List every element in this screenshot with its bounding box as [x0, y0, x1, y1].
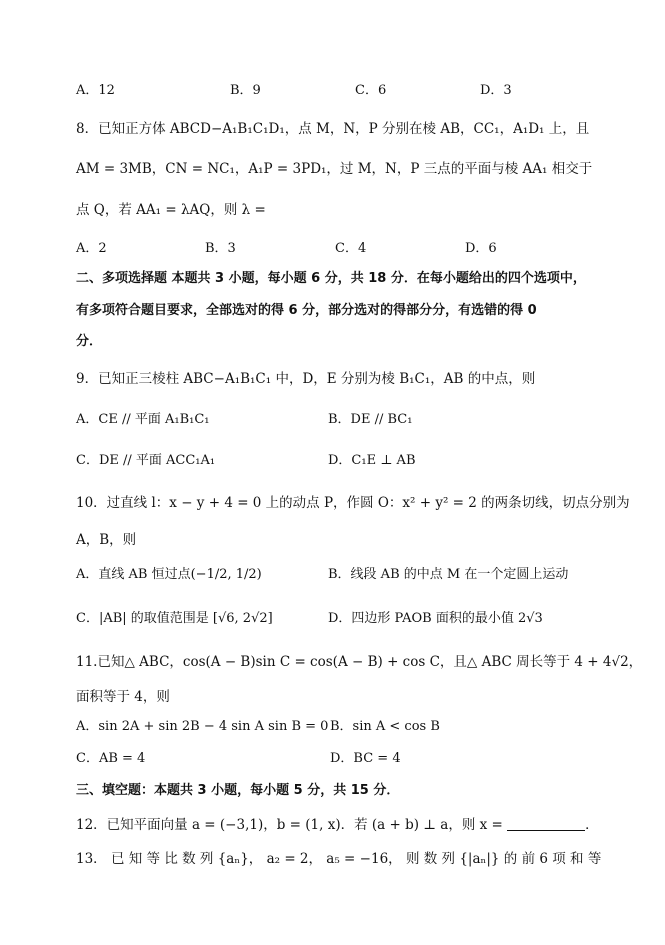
- section2-instructions-line2: 有多项符合题目要求，全部选对的得 6 分，部分选对的得部分分，有选错的得 0: [76, 303, 537, 318]
- q11-option-b[interactable]: B．sin A < cos B: [330, 719, 440, 734]
- q12-stem: [76, 816, 599, 834]
- q8-stem-line3: 点 Q，若 AA₁ = λAQ，则 λ =: [76, 202, 266, 218]
- q9-option-c[interactable]: C．DE // 平面 ACC₁A₁: [76, 453, 216, 468]
- q8-stem-line2: AM = 3MB，CN = NC₁，A₁P = 3PD₁，过 M，N，P 三点的平面与棱 AA₁ 相交于: [76, 161, 593, 177]
- q11-option-a[interactable]: A．sin 2A + sin 2B − 4 sin A sin B = 0: [76, 719, 329, 734]
- q8-option-c[interactable]: C．4: [335, 241, 367, 256]
- q9-stem: 9．已知正三棱柱 ABC−A₁B₁C₁ 中，D，E 分别为棱 B₁C₁，AB 的中点，则: [76, 371, 536, 387]
- q13-stem-line1: 13． 已 知 等 比 数 列 {aₙ}， a₂ = 2， a₅ = −16， 则 数 列 {|aₙ|} 的 前 6 项 和 等: [76, 851, 602, 867]
- q9-option-d[interactable]: D．C₁E ⊥ AB: [328, 453, 416, 468]
- q10-option-c[interactable]: C．|AB| 的取值范围是 [√6, 2√2]: [76, 611, 273, 626]
- q7-option-d[interactable]: D．3: [480, 83, 512, 98]
- q12-answer-blank[interactable]: [507, 818, 585, 831]
- q8-option-b[interactable]: B．3: [205, 241, 236, 256]
- q11-option-c[interactable]: C．AB = 4: [76, 751, 146, 766]
- section2-instructions-line3: 分．: [76, 334, 103, 349]
- q8-option-d[interactable]: D．6: [465, 241, 497, 256]
- q7-option-b[interactable]: B．9: [230, 83, 261, 98]
- q8-stem-line1: 8．已知正方体 ABCD−A₁B₁C₁D₁，点 M，N，P 分别在棱 AB，CC₁，A₁D₁ 上，且: [76, 121, 590, 137]
- q11-stem-line1: 11.已知△ ABC，cos(A − B)sin C = cos(A − B) + cos C，且△ ABC 周长等于 4 + 4√2，: [76, 654, 643, 670]
- q12-stem-text: 12．已知平面向量 a = (−3,1)，b = (1, x)．若 (a + b) ⊥ a，则 x =: [76, 817, 503, 833]
- q10-option-d[interactable]: D．四边形 PAOB 面积的最小值 2√3: [328, 611, 543, 626]
- q8-option-a[interactable]: A．2: [76, 241, 107, 256]
- q10-option-a-text: A．直线 AB 恒过点: [76, 567, 191, 582]
- q10-stem-line1: 10．过直线 l：x − y + 4 = 0 上的动点 P，作圆 O：x² + y² = 2 的两条切线，切点分别为: [76, 495, 630, 511]
- q10-option-b[interactable]: B．线段 AB 的中点 M 在一个定圆上运动: [328, 567, 569, 582]
- q11-stem-line2: 面积等于 4，则: [76, 689, 170, 705]
- q9-option-a[interactable]: A．CE // 平面 A₁B₁C₁: [76, 412, 210, 427]
- q9-option-b[interactable]: B．DE // BC₁: [328, 412, 413, 427]
- q10-stem-line2: A，B，则: [76, 532, 137, 548]
- q10-option-a[interactable]: [76, 566, 262, 584]
- q10-option-a-point: (−1/2, 1/2): [190, 567, 262, 582]
- q7-option-c[interactable]: C．6: [355, 83, 387, 98]
- q12-stem-end: ．: [585, 817, 599, 833]
- section2-instructions-line1: 二、多项选择题 本题共 3 小题，每小题 6 分，共 18 分．在每小题给出的四个选项中，: [76, 271, 586, 286]
- q7-option-a[interactable]: A．12: [76, 83, 115, 98]
- q11-option-d[interactable]: D．BC = 4: [330, 751, 401, 766]
- section3-instructions: 三、填空题：本题共 3 小题，每小题 5 分，共 15 分．: [76, 783, 400, 798]
